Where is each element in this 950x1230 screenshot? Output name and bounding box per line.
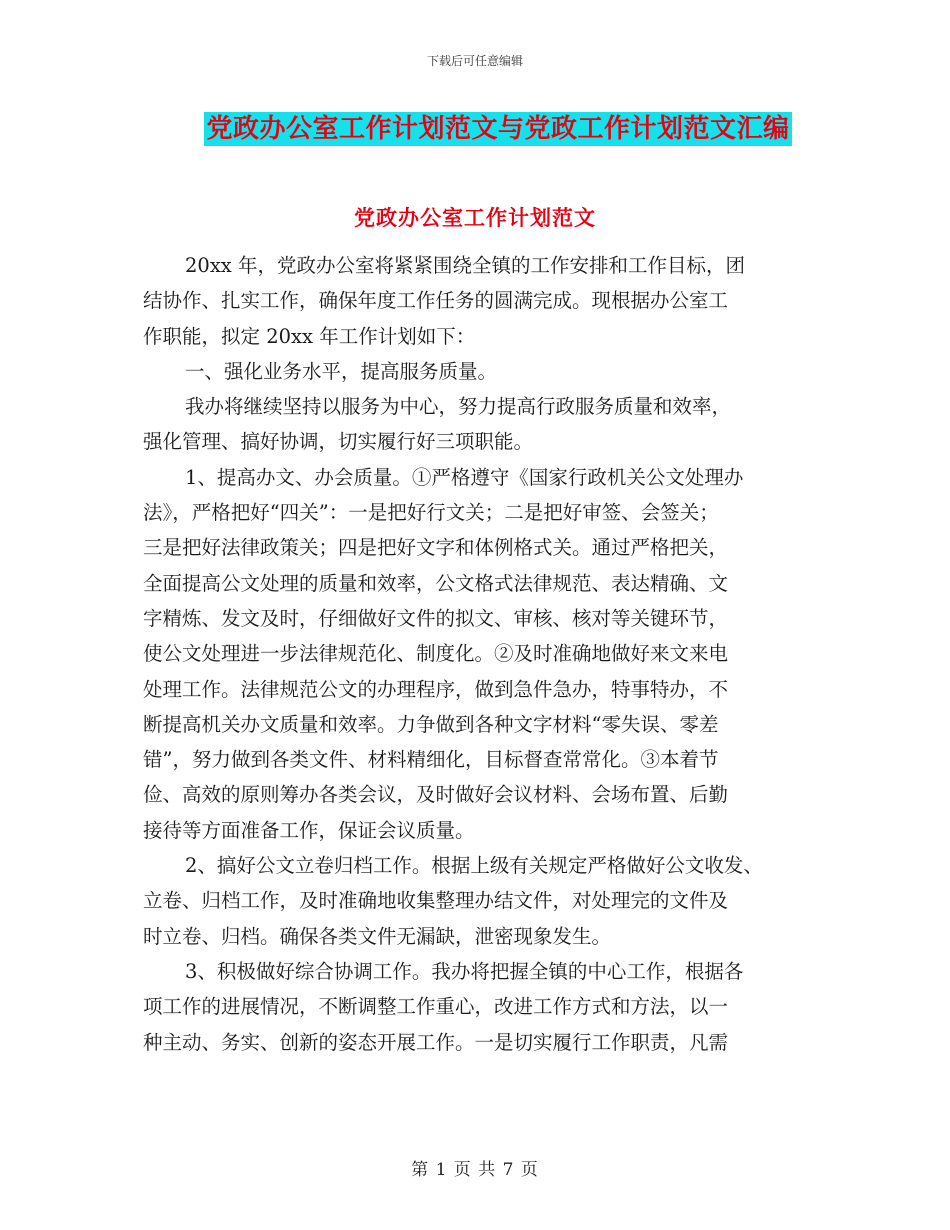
main-title-container bbox=[0, 112, 950, 146]
paragraph-line: 20xx 年，党政办公室将紧紧围绕全镇的工作安排和工作目标，团 bbox=[185, 254, 746, 277]
section-title: 党政办公室工作计划范文 bbox=[354, 205, 596, 230]
paragraph-line: 我办将继续坚持以服务为中心，努力提高行政服务质量和效率， bbox=[185, 395, 732, 419]
paragraph-line: 三是把好法律政策关；四是把好文字和体例格式关。通过严格把关， bbox=[143, 536, 729, 560]
paragraph-line: 接待等方面准备工作，保证会议质量。 bbox=[143, 818, 475, 842]
paragraph-line: 时立卷、归档。确保各类文件无漏缺，泄密现象发生。 bbox=[143, 924, 612, 948]
paragraph-line: 项工作的进展情况，不断调整工作重心，改进工作方式和方法，以一 bbox=[143, 995, 729, 1019]
paragraph-line: 断提高机关办文质量和效率。力争做到各种文字材料“零失误、零差 bbox=[143, 712, 719, 736]
paragraph-line: 种主动、务实、创新的姿态开展工作。一是切实履行工作职责，凡需 bbox=[143, 1030, 729, 1054]
paragraph-line: 立卷、归档工作，及时准确地收集整理办结文件，对处理完的文件及 bbox=[143, 889, 729, 913]
paragraph-line: 作职能，拟定 20xx 年工作计划如下： bbox=[143, 324, 476, 348]
paragraph-line: 使公文处理进一步法律规范化、制度化。②及时准确地做好来文来电 bbox=[143, 642, 729, 666]
paragraph-line: 强化管理、搞好协调，切实履行好三项职能。 bbox=[143, 430, 534, 454]
page-number: 第 1 页 共 7 页 bbox=[411, 1160, 539, 1180]
paragraph-line: 错”，努力做到各类文件、材料精细化，目标督查常常化。③本着节 bbox=[143, 748, 719, 772]
paragraph-line: 俭、高效的原则筹办各类会议，及时做好会议材料、会场布置、后勤 bbox=[143, 783, 729, 807]
section-heading-line: 一、强化业务水平，提高服务质量。 bbox=[185, 359, 498, 383]
paragraph-line: 全面提高公文处理的质量和效率，公文格式法律规范、表达精确、文 bbox=[143, 571, 729, 595]
paragraph-line: 3、积极做好综合协调工作。我办将把握全镇的中心工作，根据各 bbox=[185, 959, 744, 983]
paragraph-line: 处理工作。法律规范公文的办理程序，做到急件急办，特事特办，不 bbox=[143, 677, 729, 701]
paragraph-line: 法》，严格把好“四关”：一是把好行文关；二是把好审签、会签关； bbox=[143, 501, 719, 525]
paragraph-line: 1、提高办文、办会质量。①严格遵守《国家行政机关公文处理办 bbox=[185, 465, 744, 489]
paragraph-line: 2、搞好公文立卷归档工作。根据上级有关规定严格做好公文收发、 bbox=[185, 854, 763, 878]
main-title: 党政办公室工作计划范文与党政工作计划范文汇编 bbox=[206, 114, 790, 144]
paragraph-line: 结协作、扎实工作，确保年度工作任务的圆满完成。现根据办公室工 bbox=[143, 289, 729, 313]
page-header-note: 下载后可任意编辑 bbox=[426, 54, 523, 68]
paragraph-line: 字精炼、发文及时，仔细做好文件的拟文、审核、核对等关键环节， bbox=[143, 606, 729, 630]
document-body bbox=[143, 248, 833, 1060]
